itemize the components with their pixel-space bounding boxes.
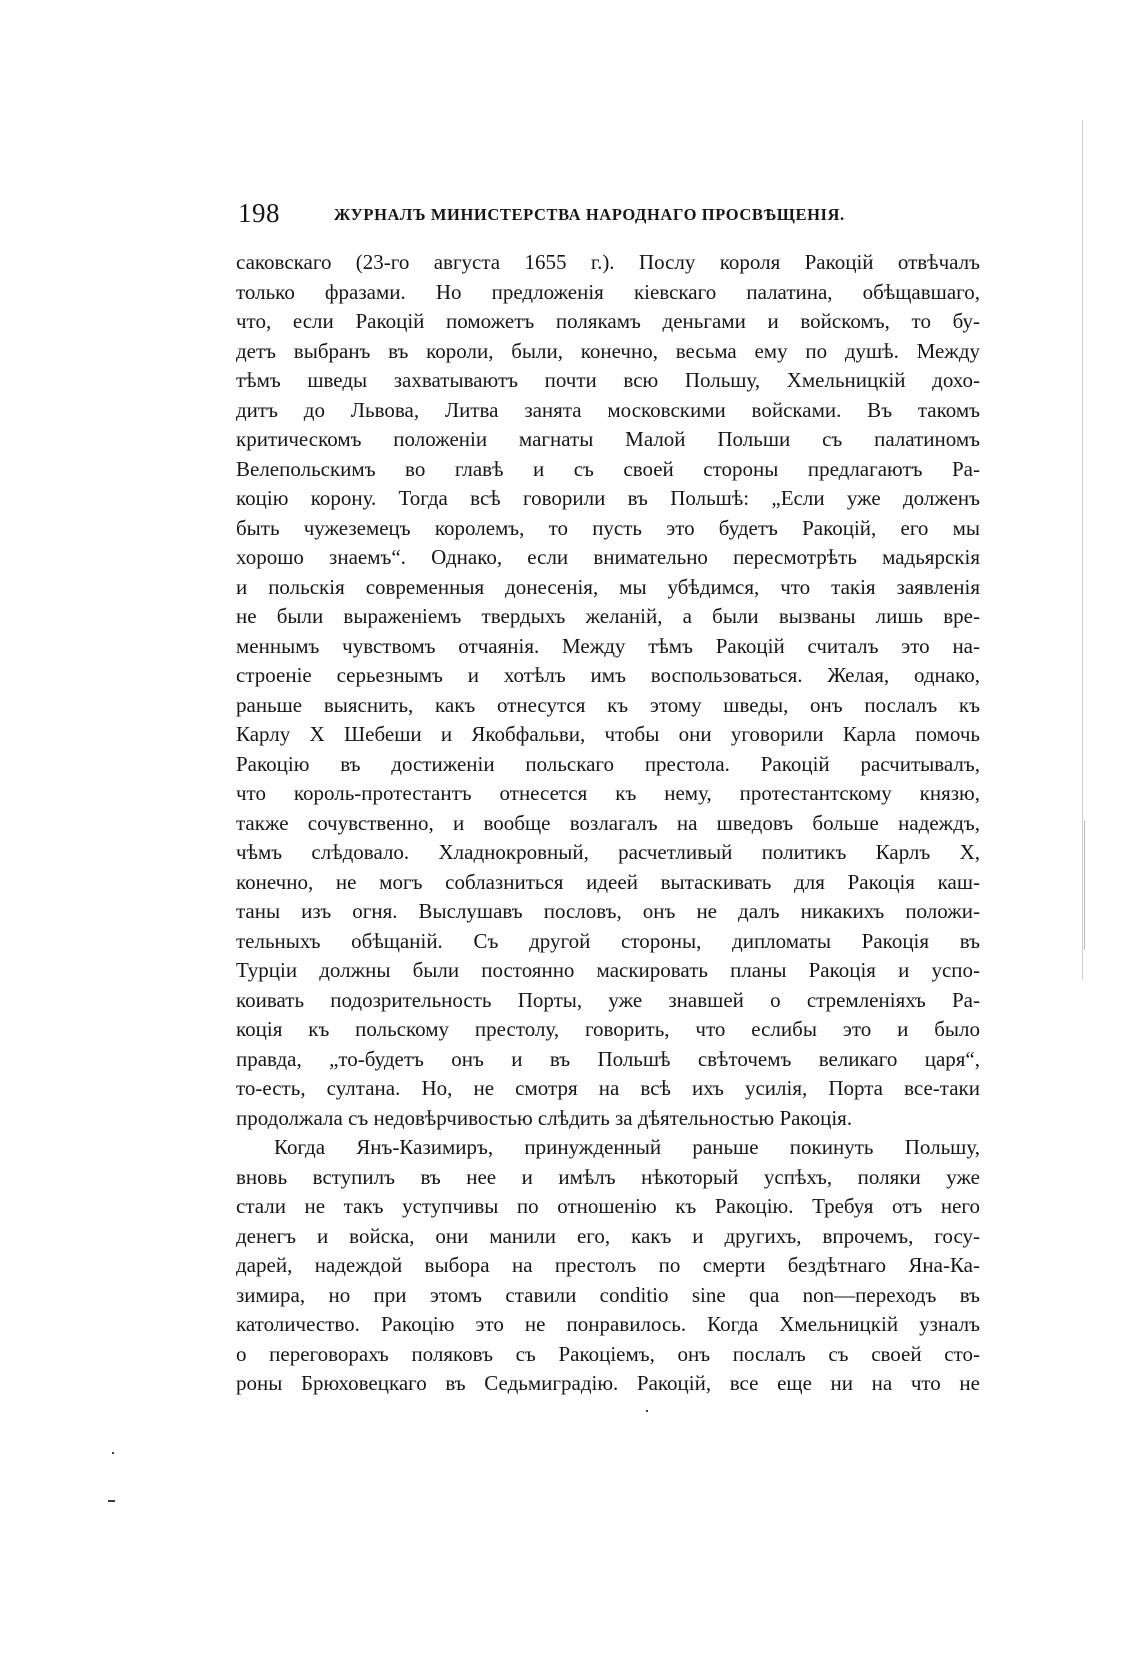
text-line: дитъ до Львова, Литва занята московскими войсками. Въ такомъ	[236, 397, 980, 422]
text-line: детъ выбранъ въ короли, были, конечно, весьма ему по душѣ. Между	[236, 338, 980, 363]
page-header	[238, 198, 998, 232]
text-line: Ракоцію въ достиженіи польскаго престола. Ракоцій расчитывалъ,	[236, 751, 980, 776]
text-line: коцію корону. Тогда всѣ говорили въ Польшѣ: „Если уже долженъ	[236, 486, 980, 510]
text-line: стали не такъ уступчивы по отношенію къ Ракоцію. Требуя отъ него	[236, 1194, 980, 1218]
text-line: католичество. Ракоцію это не понравилось. Когда Хмельницкій узналъ	[236, 1312, 980, 1336]
text-line: быть чужеземецъ королемъ, то пусть это будетъ Ракоцій, его мы	[236, 515, 980, 540]
text-line: меннымъ чувствомъ отчаянія. Между тѣмъ Ракоцій считалъ это на-	[236, 633, 980, 658]
running-title: ЖУРНАЛЪ МИНИСТЕРСТВА НАРОДНАГО ПРОСВѢЩЕНІЯ.	[334, 205, 845, 224]
scan-speck	[108, 1500, 115, 1502]
text-line: правда, „то-будетъ онъ и въ Польшѣ свѣточемъ великаго царя“,	[236, 1046, 980, 1071]
text-line: что, если Ракоцій поможетъ полякамъ деньгами и войскомъ, то бу-	[236, 309, 980, 333]
text-line: чѣмъ слѣдовало. Хладнокровный, расчетливый политикъ Карлъ X,	[236, 840, 980, 864]
text-line: и польскія современныя донесенія, мы убѣдимся, что такія заявленія	[236, 574, 980, 599]
text-line: вновь вступилъ въ нее и имѣлъ нѣкоторый успѣхъ, поляки уже	[236, 1164, 980, 1189]
text-line: то-есть, султана. Но, не смотря на всѣ ихъ усилія, Порта все-таки	[236, 1076, 980, 1100]
text-line: хорошо знаемъ“. Однако, если внимательно пересмотрѣть мадьярскія	[236, 545, 980, 569]
text-line: таны изъ огня. Выслушавъ пословъ, онъ не далъ никакихъ положи-	[236, 899, 980, 923]
page-number: 198	[238, 198, 280, 228]
text-line: только фразами. Но предложенія кіевскаго палатина, обѣщавшаго,	[236, 279, 980, 304]
text-line: также сочувственно, и вообще возлагалъ на шведовъ больше надеждъ,	[236, 810, 980, 835]
text-line: тельныхъ обѣщаній. Съ другой стороны, дипломаты Ракоція въ	[236, 928, 980, 953]
body-text	[236, 248, 980, 1399]
text-line: тѣмъ шведы захватываютъ почти всю Польшу, Хмельницкій дохо-	[236, 368, 980, 392]
text-line: что король-протестантъ отнесется къ нему, протестантскому князю,	[236, 781, 980, 805]
scan-speck	[646, 1410, 648, 1412]
text-line: коція къ польскому престолу, говорить, что еслибы это и было	[236, 1017, 980, 1041]
text-line: Карлу X Шебеши и Якобфальви, чтобы они уговорили Карла помочь	[236, 722, 980, 746]
text-line: строеніе серьезнымъ и хотѣлъ имъ воспользоваться. Желая, однако,	[236, 663, 980, 687]
text-line: дарей, надеждой выбора на престолъ по смерти бездѣтнаго Яна-Ка-	[236, 1253, 980, 1277]
text-line: критическомъ положеніи магнаты Малой Польши съ палатиномъ	[236, 427, 980, 451]
text-line: продолжала съ недовѣрчивостью слѣдить за дѣятельностью Ракоція.	[236, 1105, 853, 1130]
text-line: денегъ и войска, они манили его, какъ и другихъ, впрочемъ, госу-	[236, 1223, 980, 1248]
text-line: о переговорахъ поляковъ съ Ракоціемъ, онъ послалъ съ своей сто-	[236, 1341, 980, 1366]
text-line: Когда Янъ-Казимиръ, принужденный раньше покинуть Польшу,	[274, 1135, 980, 1159]
scan-edge-line	[1084, 820, 1085, 950]
text-line: роны Брюховецкаго въ Седьмиградію. Ракоцій, все еще ни на что не	[236, 1371, 980, 1395]
text-line: коивать подозрительность Порты, уже знавшей о стремленіяхъ Ра-	[236, 987, 980, 1012]
text-line: Турціи должны были постоянно маскировать планы Ракоція и успо-	[236, 958, 980, 982]
scan-edge-line	[1082, 120, 1083, 980]
text-line: конечно, не могъ соблазниться идеей вытаскивать для Ракоція каш-	[236, 869, 980, 894]
scan-speck	[112, 1452, 114, 1454]
text-line: зимира, но при этомъ ставили conditio sine qua non—переходъ въ	[236, 1282, 980, 1307]
text-line: не были выраженіемъ твердыхъ желаній, а были вызваны лишь вре-	[236, 604, 980, 628]
text-line: раньше выяснить, какъ отнесутся къ этому шведы, онъ послалъ къ	[236, 692, 980, 717]
text-line: Велепольскимъ во главѣ и съ своей стороны предлагаютъ Ра-	[236, 456, 980, 481]
text-line: саковскаго (23-го августа 1655 г.). Послу короля Ракоцій отвѣчалъ	[236, 250, 980, 274]
